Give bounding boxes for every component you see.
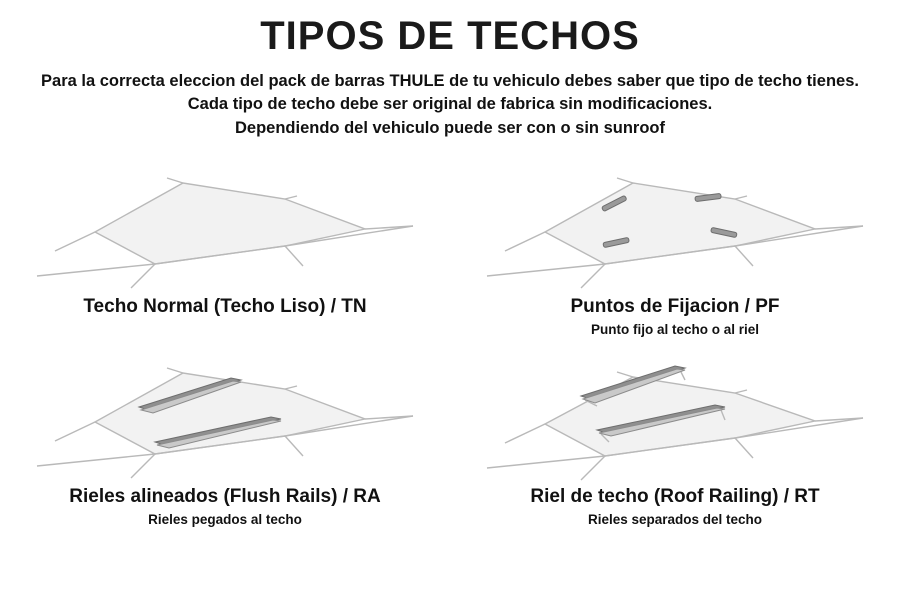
roof-type-subcaption-rt: Rieles separados del techo (587, 512, 763, 528)
intro-line-1: Para la correcta eleccion del pack de barras THULE de tu vehiculo debes saber que tipo de techo tienes. (41, 72, 859, 90)
roof-type-card-tn (0, 154, 450, 344)
roof-type-caption-tn: Techo Normal (Techo Liso) / TN (83, 296, 367, 318)
roof-type-card-pf (450, 154, 900, 344)
intro-text-block (0, 70, 900, 140)
roof-type-caption-pf: Puntos de Fijacion / PF (570, 296, 780, 318)
roof-type-card-ra (0, 344, 450, 534)
roof-type-caption-rt: Riel de techo (Roof Railing) / RT (530, 486, 820, 508)
raised-railing-roof-icon (485, 344, 865, 484)
roof-type-caption-ra: Rieles alineados (Flush Rails) / RA (69, 486, 381, 508)
roof-type-subcaption-pf: Punto fijo al techo o al riel (590, 322, 760, 338)
page-title: TIPOS DE TECHOS (260, 14, 640, 58)
plain-roof-icon (35, 154, 415, 294)
intro-line-3: Dependiendo del vehiculo puede ser con o sin sunroof (235, 118, 665, 137)
roof-type-card-rt (450, 344, 900, 534)
roof-types-grid (0, 154, 900, 534)
infographic-page (0, 14, 900, 614)
intro-line-2: Cada tipo de techo debe ser original de fabrica sin modificaciones. (187, 95, 713, 114)
flush-rails-roof-icon (35, 344, 415, 484)
fixpoint-roof-icon (485, 154, 865, 294)
roof-type-subcaption-ra: Rieles pegados al techo (148, 512, 302, 528)
